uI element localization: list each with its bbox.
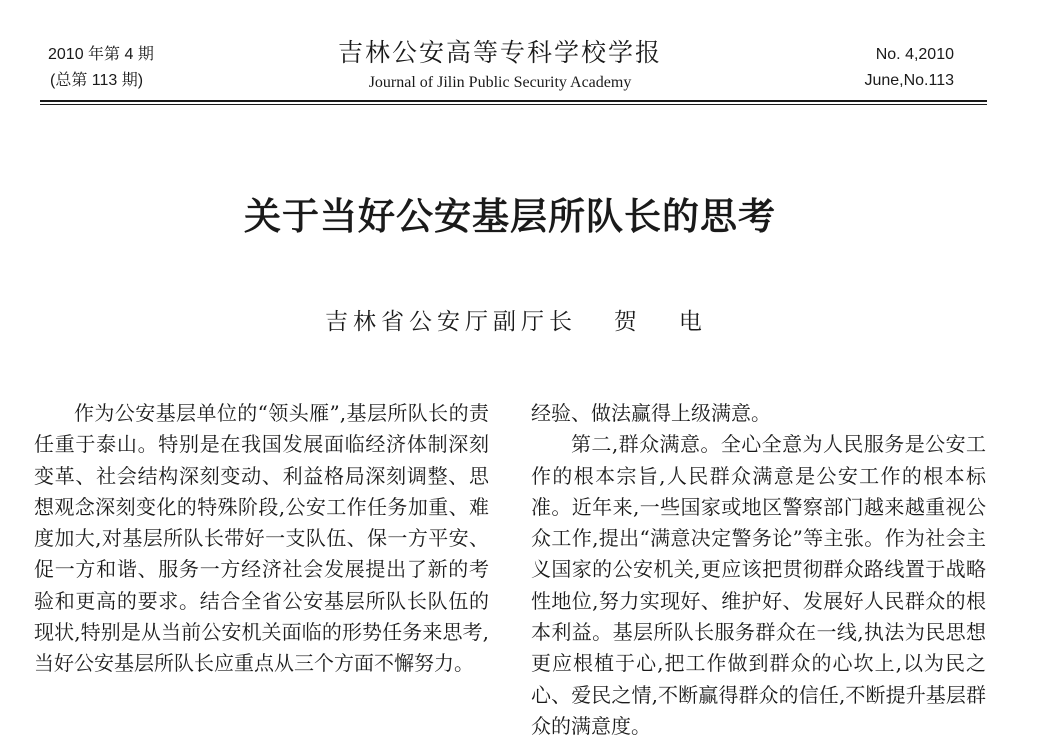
body-paragraph-intro: 作为公安基层单位的“领头雁”,基层所队长的责任重于泰山。特别是在我国发展面临经济体制深刻变革、社会结构深刻变动、利益格局深刻调整、思想观念深刻变化的特殊阶段,公安工作任务加重、难度加大,对基层所队长带好一支队伍、保一方平安、促一方和谐、服务一方经济社会发展提出了新的考验和更高的要求。结合全省公安基层所队长队伍的现状,特别是从当前公安机关面临的形势任务来思考,当好公安基层所队长应重点从三个方面不懈努力。 — [34, 401, 489, 676]
article-author: 吉林省公安厅副厅长 贺 电 — [325, 309, 707, 335]
left-column — [34, 398, 489, 680]
body-paragraph-continuation: 经验、做法赢得上级满意。 — [531, 401, 771, 425]
right-column — [531, 398, 986, 742]
journal-title-cn: 吉林公安高等专科学校学报 — [337, 38, 662, 67]
journal-masthead — [300, 36, 700, 94]
article-title: 关于当好公安基层所队长的思考 — [244, 195, 776, 238]
issue-info-en — [864, 42, 954, 94]
total-issue-cn: (总第 113 期) — [50, 72, 144, 89]
issue-number-en: No. 4,2010 — [875, 46, 954, 63]
header-rule-thick — [40, 100, 987, 102]
journal-title-en: Journal of Jilin Public Security Academy — [368, 74, 632, 91]
issue-info-cn — [48, 42, 154, 94]
body-paragraph-public-satisfaction: 第二,群众满意。全心全意为人民服务是公安工作的根本宗旨,人民群众满意是公安工作的根本标准。近年来,一些国家或地区警察部门越来越重视公众工作,提出“满意决定警务论”等主张。作为社会主义国家的公安机关,更应该把贯彻群众路线置于战略性地位,努力实现好、维护好、发展好人民群众的根本利益。基层所队长服务群众在一线,执法为民思想更应根植于心,把工作做到群众的心坎上,以为民之心、爱民之情,不断赢得群众的信任,不断提升基层群众的满意度。 — [531, 432, 986, 738]
header-rule-thin — [40, 104, 987, 105]
issue-number-cn: 2010 年第 4 期 — [48, 46, 154, 63]
issue-date-en: June,No.113 — [864, 72, 954, 89]
